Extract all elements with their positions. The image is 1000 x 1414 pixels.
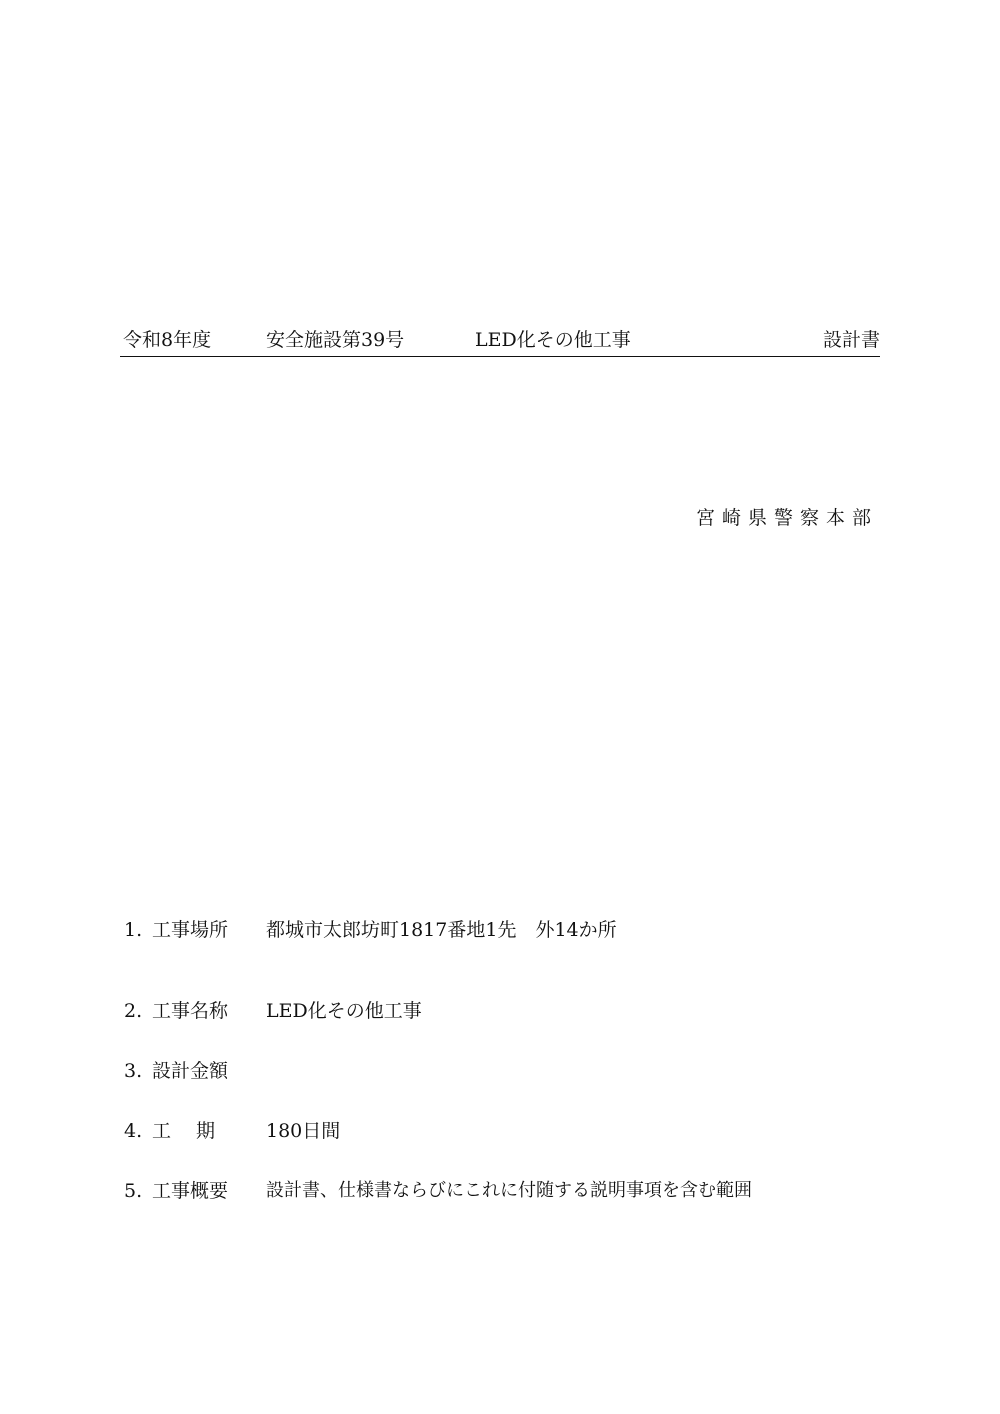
item-number: 3. [124,1060,143,1082]
item-label: 工事場所 [152,919,229,941]
item-number: 4. [124,1120,143,1142]
item-label: 設計金額 [152,1060,229,1082]
fiscal-year: 令和8年度 [123,329,212,351]
item-number: 2. [124,1000,143,1022]
issuer-name: 宮崎県警察本部 [695,507,878,529]
item-value: 180日間 [266,1120,341,1142]
item-value: LED化その他工事 [266,1000,422,1022]
document-type: 設計書 [822,329,880,351]
item-value: 都城市太郎坊町1817番地1先 外14か所 [266,919,617,941]
item-label: 工事名称 [152,1000,229,1022]
item-number: 5. [124,1180,143,1202]
document-title-line [120,328,880,357]
item-label: 工事概要 [152,1180,229,1202]
item-value: 設計書、仕様書ならびにこれに付随する説明事項を含む範囲 [266,1180,752,1201]
project-name: LED化その他工事 [475,329,631,351]
item-number: 1. [124,919,143,941]
project-number: 安全施設第39号 [266,329,405,351]
item-label: 工 期 [152,1120,216,1142]
